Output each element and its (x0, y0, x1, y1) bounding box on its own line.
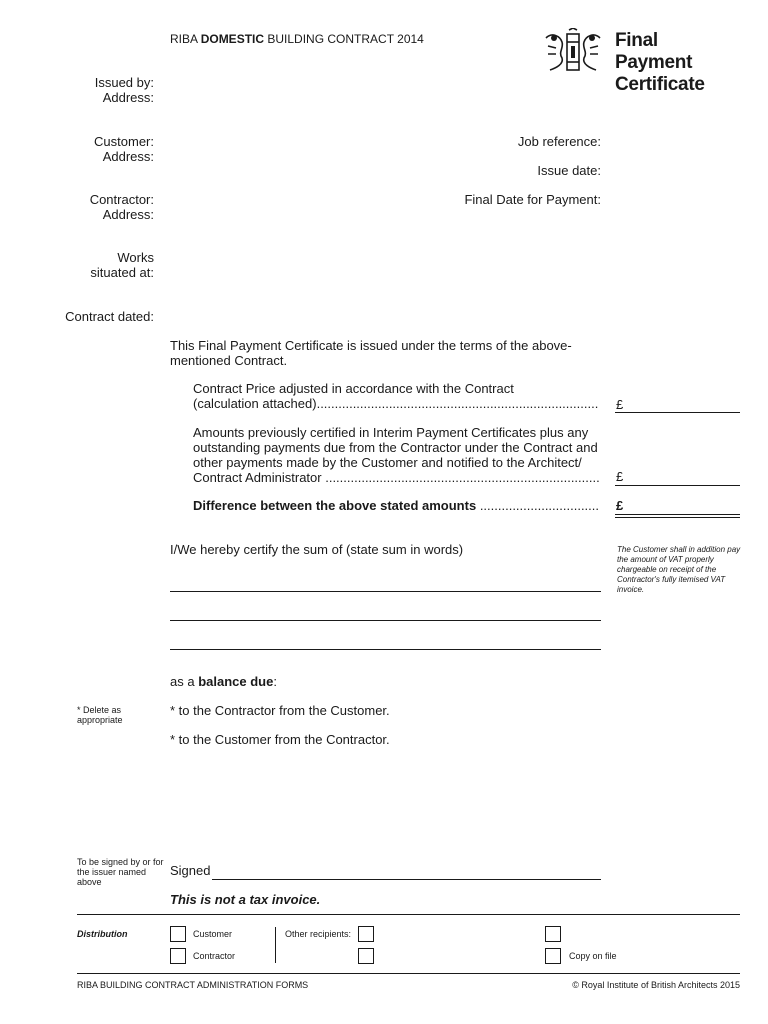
sign-note-line-2: the issuer named (77, 867, 147, 877)
series-prefix: RIBA (170, 32, 201, 46)
other-recipient-checkbox-3[interactable] (545, 926, 561, 942)
intro-text (170, 338, 600, 368)
riba-lions-logo-icon (542, 28, 604, 74)
customer-label: Customer: (94, 134, 154, 149)
contractor-label-block (14, 192, 154, 222)
contract-dated-label: Contract dated: (65, 309, 154, 324)
works-label-block (14, 250, 154, 280)
sum-in-words-line-2[interactable] (170, 620, 601, 621)
sum-in-words-line-1[interactable] (170, 591, 601, 592)
other-recipient-checkbox-1[interactable] (358, 926, 374, 942)
contract-series-title (170, 32, 424, 46)
distribution-divider (275, 927, 276, 963)
contract-price-line-1: Contract Price adjusted in accordance with the Contract (193, 381, 514, 396)
contract-price-amount-field[interactable] (615, 412, 740, 413)
customer-address-label: Address: (102, 149, 154, 164)
difference-row (193, 498, 599, 513)
distribution-top-rule (77, 914, 740, 915)
balance-suffix: : (273, 674, 277, 689)
amounts-line-3: other payments made by the Customer and notified to the Architect/ (193, 455, 582, 470)
vat-note-line-2: the amount of VAT properly (617, 555, 714, 564)
difference-field-line-1[interactable] (615, 514, 740, 515)
not-tax-invoice-note: This is not a tax invoice. (170, 892, 321, 907)
contractor-address-label: Address: (102, 207, 154, 222)
issued-by-label-block (14, 75, 154, 105)
currency-symbol-1: £ (616, 397, 624, 412)
vat-note-line-4: Contractor's fully itemised VAT (617, 575, 726, 584)
contract-price-line-2: (calculation attached) ..... (193, 396, 599, 411)
vat-note-line-3: chargeable on receipt of the (617, 565, 717, 574)
amounts-certified-field[interactable] (615, 485, 740, 486)
customer-checkbox[interactable] (170, 926, 186, 942)
amounts-line-1: Amounts previously certified in Interim Payment Certificates plus any (193, 425, 589, 440)
signature-field[interactable] (212, 879, 601, 880)
title-line-1: Final (615, 30, 658, 51)
option-to-contractor[interactable]: * to the Contractor from the Customer. (170, 703, 390, 718)
delete-note (77, 705, 157, 725)
sign-note-line-1: To be signed by or for (77, 857, 164, 867)
amounts-certified-text (193, 425, 599, 485)
footer-copyright: © Royal Institute of British Architects 2015 (572, 980, 740, 990)
balance-bold: balance due (198, 674, 274, 689)
signed-label: Signed (170, 863, 211, 878)
sum-in-words-line-3[interactable] (170, 649, 601, 650)
title-line-2: Payment (615, 52, 693, 73)
customer-label-block (14, 134, 154, 164)
other-recipient-checkbox-2[interactable] (358, 948, 374, 964)
final-date-label: Final Date for Payment: (464, 192, 601, 207)
vat-note (617, 545, 752, 595)
vat-note-line-1: The Customer shall in addition pay (617, 545, 741, 554)
page-title (615, 30, 705, 96)
difference-field-line-2 (615, 517, 740, 518)
contractor-label: Contractor: (89, 192, 154, 207)
amounts-line-2: outstanding payments due from the Contractor under the Contract and (193, 440, 598, 455)
job-reference-label: Job reference: (517, 134, 601, 149)
certify-text: I/We hereby certify the sum of (state sum in words) (170, 542, 464, 557)
intro-line-2: mentioned Contract. (170, 353, 288, 368)
amounts-line-4: Contract Administrator ..... (193, 470, 599, 485)
currency-symbol-3: £ (616, 498, 624, 513)
copy-on-file-label: Copy on file (569, 951, 617, 961)
intro-line-1: This Final Payment Certificate is issued under the terms of the above- (170, 338, 572, 353)
copy-on-file-checkbox[interactable] (545, 948, 561, 964)
delete-note-line-2: appropriate (77, 715, 123, 725)
issued-by-label: Issued by: (94, 75, 154, 90)
balance-prefix: as a (170, 674, 199, 689)
contractor-checkbox-label: Contractor (193, 951, 236, 961)
distribution-label: Distribution (77, 929, 128, 939)
sign-note-line-3: above (77, 877, 102, 887)
issued-by-address-label: Address: (102, 90, 154, 105)
series-suffix: BUILDING CONTRACT 2014 (264, 32, 424, 46)
title-line-3: Certificate (615, 74, 705, 95)
series-bold: DOMESTIC (200, 32, 265, 46)
option-to-customer[interactable]: * to the Customer from the Contractor. (170, 732, 390, 747)
customer-checkbox-label: Customer (193, 929, 233, 939)
footer-left-text: RIBA BUILDING CONTRACT ADMINISTRATION FORMS (77, 980, 309, 990)
sign-note (77, 857, 167, 887)
currency-symbol-2: £ (616, 469, 624, 484)
works-label-line-1: Works (117, 250, 154, 265)
balance-due-text (170, 674, 277, 689)
other-recipients-label: Other recipients: (285, 929, 352, 939)
delete-note-line-1: * Delete as (77, 705, 122, 715)
difference-label: Difference between the above stated amounts (193, 498, 477, 513)
vat-note-line-5: invoice. (617, 585, 645, 594)
issue-date-label: Issue date: (537, 163, 601, 178)
contractor-checkbox[interactable] (170, 948, 186, 964)
contract-price-text (193, 381, 599, 411)
works-label-line-2: situated at: (90, 265, 154, 280)
footer-rule (77, 973, 740, 974)
